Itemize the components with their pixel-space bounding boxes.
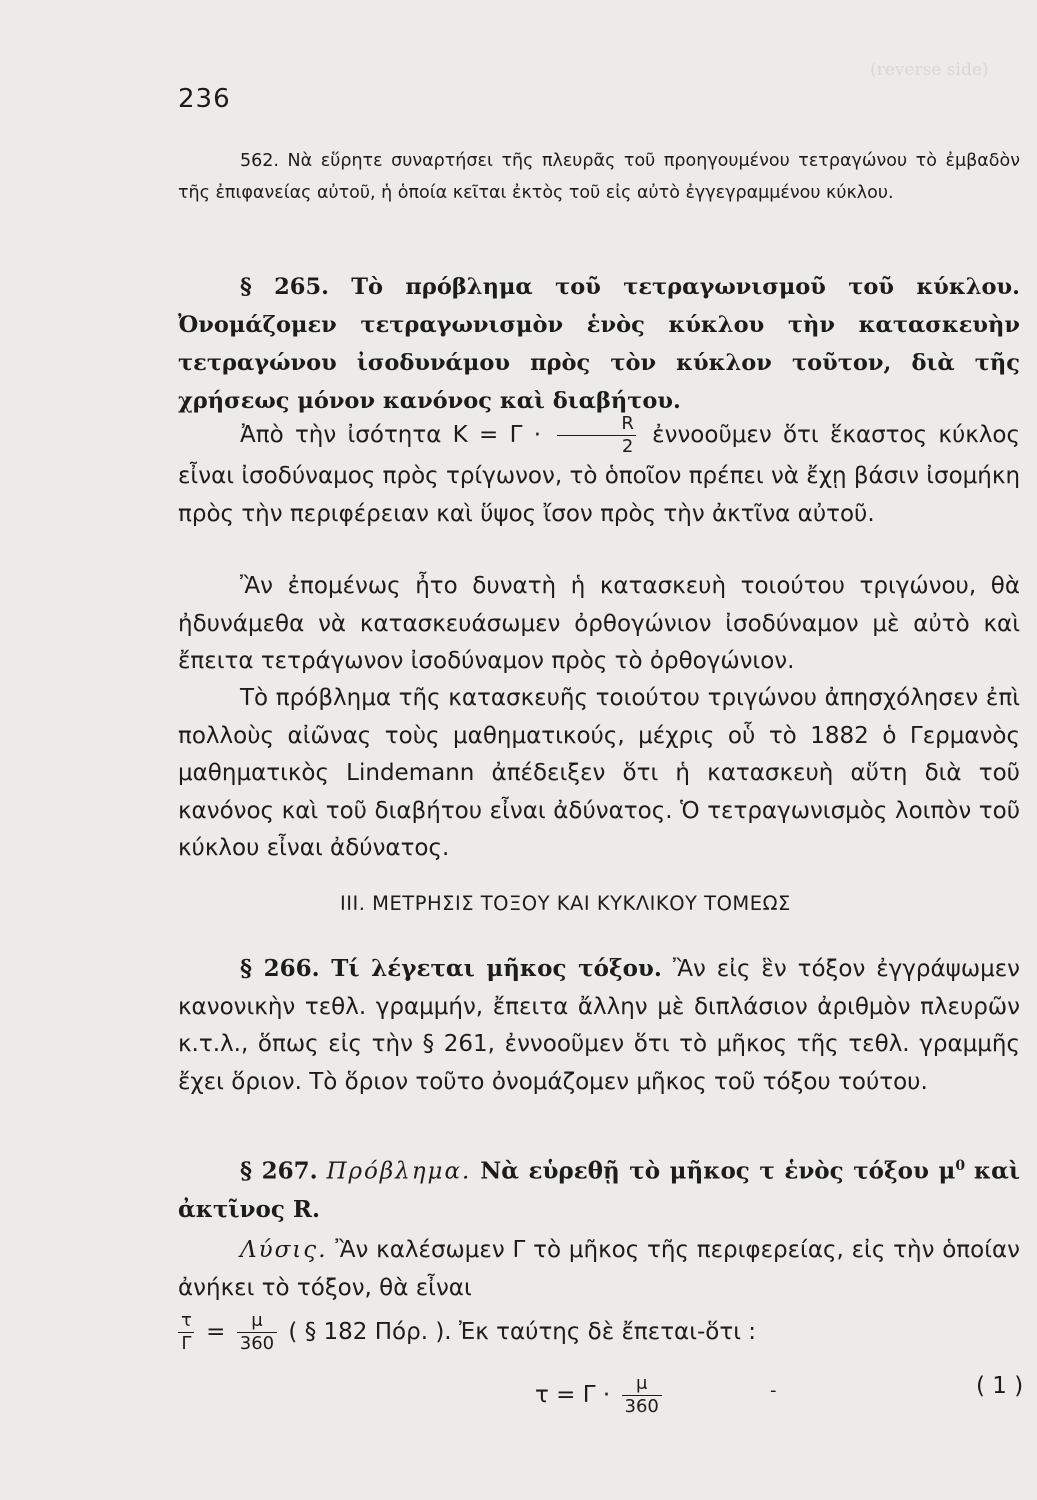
section-265-paragraph-3: Τὸ πρόβλημα τῆς κατασκευῆς τοιούτου τριγώνου ἀπησχόλησεν ἐπὶ πολλοὺς αἰῶνας τοὺς μαθηματικούς, μέχρις οὗ τὸ 1882 ὁ Γερμανὸς μαθηματικὸς Lindemann ἀπέδειξεν ὅτι ἡ κατασκευὴ αὕτη διὰ τοῦ κανόνος καὶ τοῦ διαβήτου εἶναι ἀδύνατος. Ὁ τετραγωνισμὸς λοιπὸν τοῦ κύκλου εἶναι ἀδύνατος. — [178, 685, 1020, 861]
page-number: 236 — [178, 84, 231, 114]
section-265-paragraph-1 — [178, 413, 1020, 533]
eq1-lhs-denominator: Γ — [178, 1332, 194, 1355]
section-267-title: Νὰ εὑρεθῇ τὸ μῆκος τ ἑνὸς τόξου μ — [480, 1157, 956, 1185]
section-265-heading — [178, 268, 1020, 420]
degree-superscript: 0 — [955, 1158, 966, 1174]
eq1-reference: ( § 182 Πόρ. ). Ἐκ ταύτης δὲ ἔπεται-ὅτι : — [288, 1319, 757, 1345]
section-265-definition: Ὀνομάζομεν τετραγωνισμὸν ἑνὸς κύκλου τὴν κατασκευὴν τετραγώνου ἰσοδυνάμου πρὸς τὸν κύκλον τοῦτον, διὰ τῆς χρήσεως μόνον κανόνος καὶ διαβήτου. — [178, 312, 1020, 414]
exercise-562: 562. Νὰ εὕρητε συναρτήσει τῆς πλευρᾶς τοῦ προηγουμένου τετραγώνου τὸ ἐμβαδὸν τῆς ἐπιφανείας αὐτοῦ, ἡ ὁποία κεῖται ἐκτὸς τοῦ εἰς αὐτὸ ἐγγεγραμμένου κύκλου. — [178, 151, 1020, 203]
section-265-paragraph-2: Ἂν ἐπομένως ἦτο δυνατὴ ἡ κατασκευὴ τοιούτου τριγώνου, θὰ ἠδυνάμεθα νὰ κατασκευάσωμεν ὀρθογώνιον ἰσοδύναμον μὲ αὐτὸ καὶ ἔπειτα τετράγωνον ἰσοδύναμον πρὸς τὸ ὀρθογώνιον. — [178, 573, 1020, 674]
section-266-body: Ἂν εἰς ἓν τόξον ἐγγράψωμεν κανονικὴν τεθλ. γραμμήν, ἔπειτα ἄλλην μὲ διπλάσιον ἀριθμὸν πλευρῶν κ.τ.λ., ὅπως εἰς τὴν § 261, ἐννοοῦμεν ὅτι τὸ μῆκος τῆς τεθλ. γραμμῆς ἔχει ὅριον. Τὸ ὅριον τοῦτο ὀνομάζομεν μῆκος τοῦ τόξου τούτου. — [178, 956, 1020, 1095]
paragraph-1-text: ἐννοοῦμεν ὅτι ἕκαστος κύκλος εἶναι ἰσοδύναμος πρὸς τρίγωνον, τὸ ὁποῖον πρέπει νὰ ἔχῃ βάσιν ἰσομήκη πρὸς τὴν περιφέρειαν καὶ ὕψος ἴσον πρὸς τὴν ἀκτῖνα αὐτοῦ. — [178, 422, 1021, 527]
chapter-subheading: ΙΙΙ. ΜΕΤΡΗΣΙΣ ΤΟΞΟΥ ΚΑΙ ΚΥΚΛΙΚΟΥ ΤΟΜΕΩΣ — [340, 892, 791, 915]
eq1-rhs-numerator: μ — [251, 1310, 263, 1331]
solution-text: Ἂν καλέσωμεν Γ τὸ μῆκος τῆς περιφερείας, εἰς τὴν ὁποίαν ἀνήκει τὸ τόξον, θὰ εἶναι — [178, 1237, 1021, 1301]
section-267-heading — [178, 1148, 1020, 1230]
eq1-equals: = — [206, 1319, 226, 1345]
section-266 — [178, 950, 1020, 1101]
bleed-through-text: (reverse side) — [870, 60, 989, 80]
fraction-mu-over-360-eq2 — [622, 1373, 662, 1418]
eq2-numerator: μ — [635, 1373, 648, 1394]
eq2-denominator: 360 — [622, 1395, 662, 1418]
section-265-title: § 265. Τὸ πρόβλημα τοῦ τετραγωνισμοῦ τοῦ κύκλου. — [240, 274, 1020, 300]
fraction-numerator: R — [621, 413, 634, 434]
equation-number: ( 1 ) — [976, 1373, 1024, 1399]
section-267-number: § 267. — [240, 1157, 318, 1185]
section-267-solution — [178, 1232, 1020, 1307]
equality-intro: Ἀπὸ τὴν ἰσότητα Κ = Γ · — [240, 422, 542, 448]
eq1-lhs-numerator: τ — [181, 1310, 192, 1331]
section-267-label: Πρόβλημα. — [326, 1158, 472, 1185]
equation-1 — [178, 1310, 756, 1355]
fraction-mu-over-360 — [237, 1310, 277, 1355]
fraction-denominator: 2 — [557, 435, 636, 458]
fraction-tau-over-gamma — [178, 1310, 195, 1355]
eq1-rhs-denominator: 360 — [237, 1332, 277, 1355]
equation-2 — [535, 1373, 666, 1418]
section-266-heading: § 266. Τί λέγεται μῆκος τόξου. — [240, 955, 662, 982]
stray-dash: - — [770, 1380, 777, 1401]
fraction-r-over-2 — [556, 413, 637, 458]
solution-label: Λύσις. — [240, 1237, 328, 1263]
section-267-title-end: καὶ ἀκτῖνος R. — [178, 1157, 1020, 1224]
eq2-lhs: τ = Γ · — [535, 1382, 611, 1408]
